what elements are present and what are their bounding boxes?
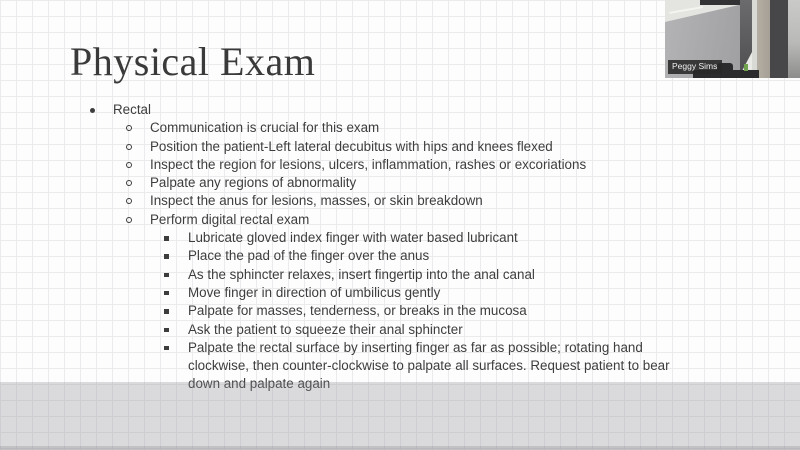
sub-sub-bullet-list — [0, 229, 800, 394]
list-item — [0, 284, 695, 302]
list-item-text: Move finger in direction of umbilicus gently — [188, 284, 441, 300]
square-bullet-icon — [164, 309, 169, 314]
hollow-circle-bullet-icon — [126, 198, 132, 204]
wall-dark-band — [770, 0, 788, 78]
bullet-list — [0, 101, 800, 394]
slide-title: Physical Exam — [70, 39, 316, 84]
list-item — [0, 266, 695, 284]
list-item-text: Place the pad of the finger over the anus — [188, 248, 430, 264]
list-item-text: Palpate the rectal surface by inserting finger as far as possible; rotating hand clockwise, then counter-clockwise to palpate all surfaces. Request patient to bear down and palpate again — [188, 339, 670, 392]
wall-right-strip — [788, 0, 800, 78]
hollow-circle-bullet-icon — [126, 144, 132, 150]
participant-name-badge — [668, 60, 722, 74]
square-bullet-icon — [164, 236, 169, 241]
square-bullet-icon — [164, 273, 169, 278]
square-bullet-icon — [164, 346, 169, 351]
hollow-circle-bullet-icon — [126, 180, 132, 186]
hollow-circle-bullet-icon — [126, 217, 132, 223]
list-item — [0, 138, 800, 156]
room-pillar — [757, 0, 770, 78]
webcam-thumbnail[interactable] — [665, 0, 800, 78]
list-item-text: Lubricate gloved index finger with water based lubricant — [188, 230, 518, 246]
green-object — [744, 64, 748, 71]
list-item — [0, 321, 695, 339]
bottom-gray-band — [0, 382, 800, 450]
list-item-text: Position the patient-Left lateral decubitus with hips and knees flexed — [150, 138, 553, 154]
list-item-text: As the sphincter relaxes, insert fingertip into the anal canal — [188, 266, 535, 282]
list-item — [0, 174, 800, 192]
list-item — [0, 101, 800, 119]
list-item-text: Communication is crucial for this exam — [150, 120, 380, 136]
list-item — [0, 211, 800, 229]
hollow-circle-bullet-icon — [126, 125, 132, 131]
list-item — [0, 302, 695, 320]
list-item-text: Inspect the anus for lesions, masses, or skin breakdown — [150, 193, 483, 209]
list-item-text: Palpate any regions of abnormality — [150, 175, 357, 191]
square-bullet-icon — [164, 291, 169, 296]
hollow-circle-bullet-icon — [126, 162, 132, 168]
list-item-text: Palpate for masses, tenderness, or breaks in the mucosa — [188, 303, 527, 319]
filled-circle-bullet-icon — [90, 108, 95, 113]
list-item-text: Inspect the region for lesions, ulcers, inflammation, rashes or excoriations — [150, 156, 587, 172]
list-item — [0, 119, 800, 137]
square-bullet-icon — [164, 328, 169, 333]
list-item-text: Rectal — [113, 102, 151, 117]
list-item-text: Ask the patient to squeeze their anal sphincter — [188, 321, 463, 337]
list-item — [0, 229, 695, 247]
list-item — [0, 247, 695, 265]
square-bullet-icon — [164, 254, 169, 259]
list-item — [0, 156, 800, 174]
sub-bullet-list — [0, 119, 800, 229]
bottom-edge-line — [0, 446, 800, 450]
list-item — [0, 192, 800, 210]
participant-name: Peggy Sims — [672, 61, 718, 71]
list-item-text: Perform digital rectal exam — [150, 211, 310, 227]
